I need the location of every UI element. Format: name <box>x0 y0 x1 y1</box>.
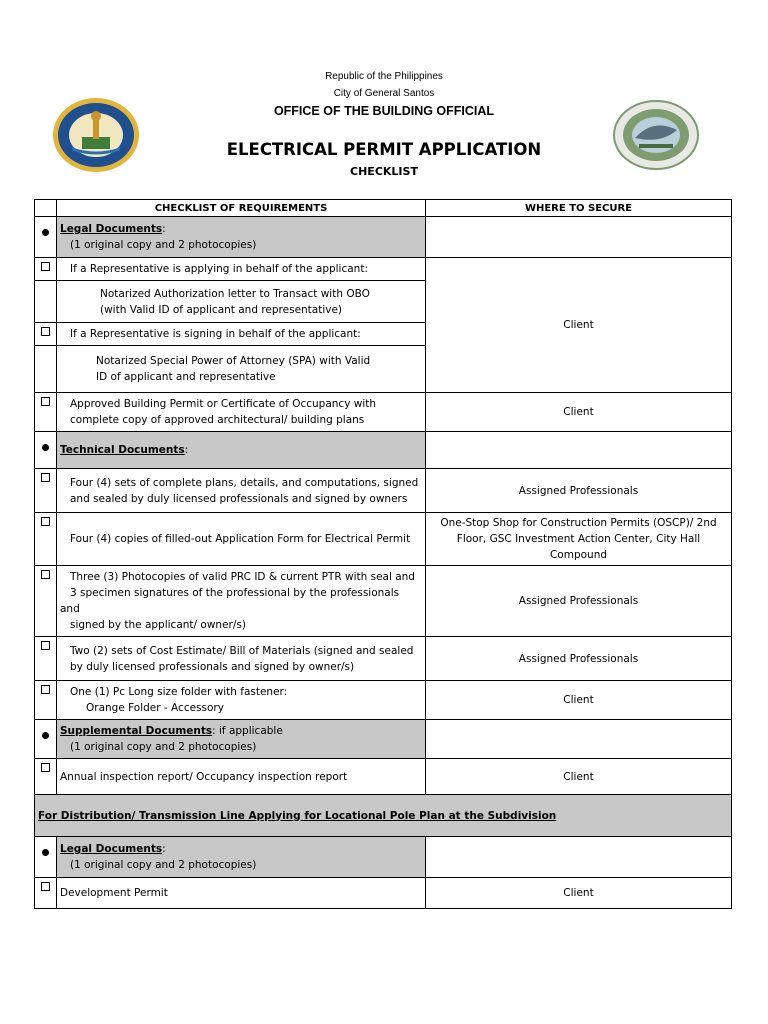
checkbox-icon[interactable] <box>41 517 50 526</box>
table-row <box>35 566 732 637</box>
building-official-seal-logo <box>613 100 699 170</box>
item-text: signed by the applicant/ owner/s) <box>70 619 246 631</box>
header-office: OFFICE OF THE BUILDING OFFICIAL <box>273 104 495 118</box>
checkbox-icon[interactable] <box>41 327 50 336</box>
item-text: If a Representative is applying in behalf of the applicant: <box>70 263 368 275</box>
item-text: Annual inspection report/ Occupancy inspection report <box>60 770 348 783</box>
item-text: If a Representative is signing in behalf of the applicant: <box>70 328 361 340</box>
section-title: Technical Documents <box>60 444 185 456</box>
table-row <box>35 759 732 795</box>
section-technical-documents: Technical Documents: <box>57 432 426 469</box>
table-row <box>35 217 732 258</box>
section-title: Supplemental Documents <box>60 725 213 737</box>
checkbox-icon[interactable] <box>41 685 50 694</box>
item-text: One (1) Pc Long size folder with fastener: <box>70 686 288 698</box>
item-text: Three (3) Photocopies of valid PRC ID & current PTR with seal and <box>70 571 415 583</box>
section-title: Legal Documents <box>60 843 163 855</box>
copy-note: (1 original copy and 2 photocopies) <box>70 239 257 251</box>
item-text: Orange Folder - Accessory <box>86 702 224 714</box>
checkbox-icon[interactable] <box>41 262 50 271</box>
page-title: ELECTRICAL PERMIT APPLICATION <box>226 140 542 159</box>
checkbox-icon[interactable] <box>41 882 50 891</box>
where-oscp: One-Stop Shop for Construction Permits (OSCP)/ 2nd <box>440 517 717 529</box>
distribution-section-title: For Distribution/ Transmission Line Applying for Locational Pole Plan at the Subdivision <box>38 809 557 822</box>
bullet-icon <box>42 444 49 451</box>
where-client: Client <box>426 759 732 795</box>
table-row <box>35 258 732 281</box>
where-client: Client <box>426 878 732 909</box>
where-client: Client <box>426 681 732 720</box>
city-seal-logo <box>52 97 140 173</box>
table-header-row <box>35 200 732 217</box>
item-text: Approved Building Permit or Certificate of Occupancy with <box>70 398 377 410</box>
bullet-icon <box>42 732 49 739</box>
checkbox-icon[interactable] <box>41 570 50 579</box>
table-row <box>35 795 732 837</box>
item-text: Two (2) sets of Cost Estimate/ Bill of Materials (signed and sealed <box>70 644 414 657</box>
checkbox-icon[interactable] <box>41 397 50 406</box>
item-text: Development Permit <box>60 887 168 899</box>
item-text: Notarized Authorization letter to Transact with OBO <box>100 287 370 300</box>
section-legal-documents-2: Legal Documents: (1 original copy and 2 photocopies) <box>57 837 426 878</box>
item-text: Four (4) copies of filled-out Application Form for Electrical Permit <box>70 533 411 545</box>
page-subtitle: CHECKLIST <box>350 165 418 178</box>
col-requirements-header: CHECKLIST OF REQUIREMENTS <box>57 200 426 217</box>
table-row <box>35 681 732 720</box>
checkbox-icon[interactable] <box>41 763 50 772</box>
copy-note: (1 original copy and 2 photocopies) <box>70 859 257 871</box>
bullet-icon <box>42 229 49 236</box>
checkbox-icon[interactable] <box>41 473 50 482</box>
table-row <box>35 432 732 469</box>
table-row <box>35 837 732 878</box>
where-client: Client <box>426 393 732 432</box>
col-where-header: WHERE TO SECURE <box>426 200 732 217</box>
where-client: Client <box>426 258 732 393</box>
table-row <box>35 720 732 759</box>
section-title: Legal Documents <box>60 223 163 235</box>
table-row <box>35 513 732 566</box>
section-legal-documents: Legal Documents: (1 original copy and 2 photocopies) <box>57 217 426 258</box>
table-row <box>35 393 732 432</box>
item-text: by duly licensed professionals and signed by owner/s) <box>70 660 355 673</box>
table-row <box>35 878 732 909</box>
table-row <box>35 637 732 681</box>
where-oscp: Floor, GSC Investment Action Center, City Hall Compound <box>456 533 701 561</box>
where-assigned: Assigned Professionals <box>426 566 732 637</box>
item-text: ID of applicant and representative <box>96 371 276 383</box>
item-text: Notarized Special Power of Attorney (SPA) with Valid <box>96 355 371 367</box>
item-text: (with Valid ID of applicant and representative) <box>100 303 343 316</box>
item-text: and sealed by duly licensed professionals and signed by owners <box>70 492 408 505</box>
copy-note: (1 original copy and 2 photocopies) <box>70 741 257 753</box>
table-row <box>35 469 732 513</box>
where-assigned: Assigned Professionals <box>426 637 732 681</box>
requirements-table <box>34 199 732 909</box>
bullet-icon <box>42 849 49 856</box>
item-text: 3 specimen signatures of the professional by the professionals and <box>60 587 400 615</box>
section-supplemental-documents: Supplemental Documents: if applicable (1 original copy and 2 photocopies) <box>57 720 426 759</box>
item-text: Four (4) sets of complete plans, details, and computations, signed <box>70 476 419 489</box>
header-republic: Republic of the Philippines <box>325 71 443 82</box>
where-assigned: Assigned Professionals <box>426 469 732 513</box>
item-text: complete copy of approved architectural/ building plans <box>70 414 365 426</box>
checkbox-icon[interactable] <box>41 641 50 650</box>
header-city: City of General Santos <box>333 88 435 99</box>
